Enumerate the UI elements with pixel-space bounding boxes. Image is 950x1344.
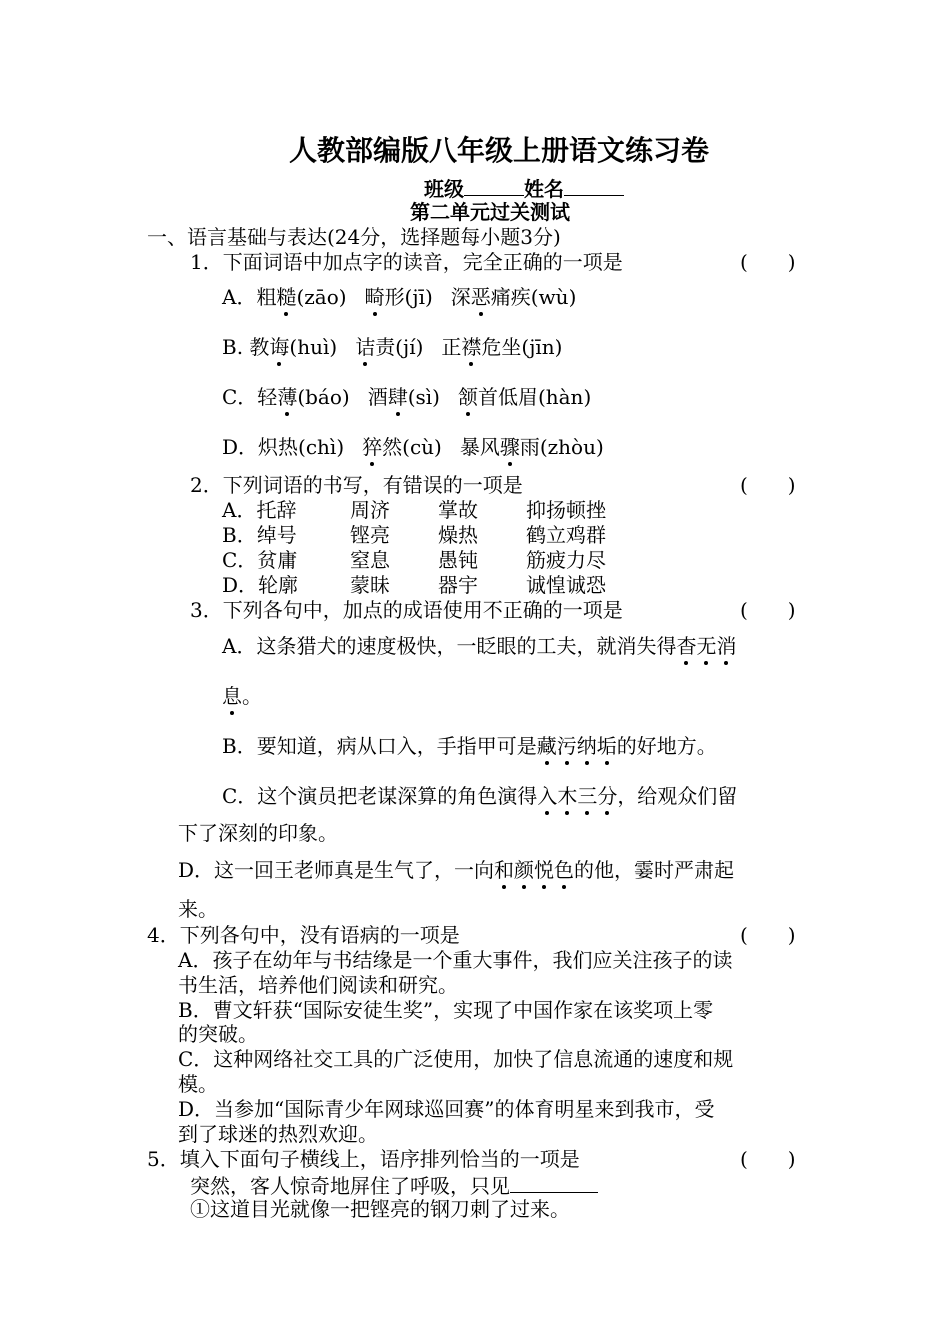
q5-answer-paren[interactable]: ( ) [740,1147,796,1171]
q2-option-b: B．绰号 铿亮 燥热 鹤立鸡群 [222,523,606,547]
emphasis-dot-char: 纳 [576,734,597,758]
q3-option-a-line1: A．这条猎犬的速度极快，一眨眼的工夫，就消失得杳无消 [222,634,737,658]
q2-option-a: A．托辞 周济 掌故 抑扬顿挫 [222,498,606,522]
class-label: 班级 [424,177,464,201]
q5-item-1: ①这道目光就像一把铿亮的钢刀刺了过来。 [190,1197,570,1221]
class-name-line [424,175,624,201]
emphasis-dot-char: 入 [537,784,558,808]
q3-b-dotted [537,734,617,758]
q5-sentence: 突然，客人惊奇地屏住了呼吸，只见 [190,1172,598,1198]
q1-option-b: B. 教诲(huì) 诘责(jí) 正襟危坐(jīn) [222,335,563,359]
q3-option-c-line1: C．这个演员把老谋深算的角色演得入木三分，给观众们留 [222,784,738,808]
q3-stem: 3．下列各句中，加点的成语使用不正确的一项是 [190,598,623,622]
emphasis-dot-char: 藏 [536,734,557,758]
q4-answer-paren[interactable]: ( ) [740,923,796,947]
q4-line: 书生活，培养他们阅读和研究。 [178,973,458,997]
q3-a-dotted [676,634,736,658]
page-title: 人教部编版八年级上册语文练习卷 [289,134,710,167]
q4-line: A．孩子在幼年与书结缘是一个重大事件，我们应关注孩子的读 [178,948,733,972]
emphasis-dot-char: 垢 [596,734,617,758]
q3-d-dotted [494,858,574,882]
emphasis-dot-char: 杳 [676,634,697,658]
emphasis-dot-char: 无 [696,634,717,658]
q2-option-d: D．轮廓 蒙昧 器宇 诚惶诚恐 [222,573,606,597]
q4-line: B．曹文轩获“国际安徒生奖”，实现了中国作家在该奖项上零 [178,998,714,1022]
q4-line: C．这种网络社交工具的广泛使用，加快了信息流通的速度和规 [178,1047,734,1071]
emphasis-dot-char: 消 [716,634,737,658]
q2-answer-paren[interactable]: ( ) [740,473,796,497]
q3-option-c-line2: 下了深刻的印象。 [178,821,338,845]
q1-stem: 1．下面词语中加点字的读音，完全正确的一项是 [190,250,623,274]
q5-stem: 5．填入下面句子横线上，语序排列恰当的一项是 [147,1147,580,1171]
unit-title: 第二单元过关测试 [410,200,570,224]
emphasis-dot-char: 颜 [514,858,535,882]
emphasis-dot-char: 三 [577,784,598,808]
q3-option-a-line2: 息。 [222,684,262,708]
emphasis-dot-char: 悦 [534,858,555,882]
q4-line: D．当参加“国际青少年网球巡回赛”的体育明星来到我市，受 [178,1097,715,1121]
q2-option-c: C．贫庸 窒息 愚钝 筋疲力尽 [222,548,606,572]
q1-option-c: C．轻薄(báo) 酒肆(sì) 颔首低眉(hàn) [222,385,592,409]
q3-option-d-line1: D．这一回王老师真是生气了，一向和颜悦色的他，霎时严肃起 [178,858,735,882]
q1-option-d: D．炽热(chì) 猝然(cù) 暴风骤雨(zhòu) [222,435,604,459]
emphasis-dot-char: 和 [494,858,515,882]
q3-option-b: B．要知道，病从口入，手指甲可是藏污纳垢的好地方。 [222,734,717,758]
q3-c-dotted [537,784,617,808]
q4-line: 模。 [178,1072,218,1096]
q3-option-d-line2: 来。 [178,897,218,921]
class-blank[interactable] [464,175,524,196]
emphasis-dot-char: 分 [597,784,618,808]
q5-blank[interactable] [510,1172,598,1193]
q4-line: 的突破。 [178,1022,258,1046]
emphasis-dot-char: 色 [554,858,575,882]
q4-stem: 4．下列各句中，没有语病的一项是 [147,923,460,947]
section-heading: 一、语言基础与表达(24分，选择题每小题3分) [147,225,561,249]
emphasis-dot-char: 木 [557,784,578,808]
q4-line: 到了球迷的热烈欢迎。 [178,1122,378,1146]
q3-answer-paren[interactable]: ( ) [740,598,796,622]
q2-stem: 2．下列词语的书写，有错误的一项是 [190,473,523,497]
q1-answer-paren[interactable]: ( ) [740,250,796,274]
emphasis-dot-char: 污 [556,734,577,758]
q1-option-a: A．粗糙(zāo) 畸形(jī) 深恶痛疾(wù) [222,285,577,309]
name-blank[interactable] [564,175,624,196]
name-label: 姓名 [524,177,564,201]
